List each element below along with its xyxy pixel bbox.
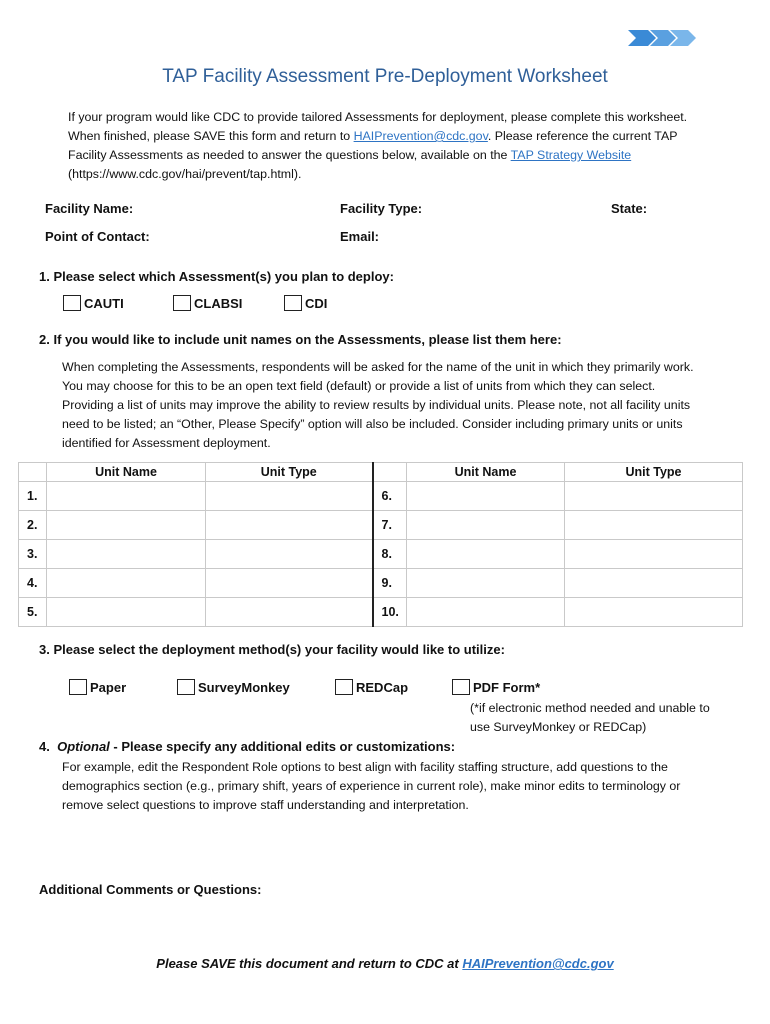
- intro-text-3: (https://www.cdc.gov/hai/prevent/tap.html).: [68, 167, 302, 181]
- row-number: 10.: [373, 598, 407, 627]
- row-number: 8.: [373, 540, 407, 569]
- row-number: 2.: [19, 511, 47, 540]
- intro-paragraph: [68, 108, 708, 184]
- table-header: Unit Type: [565, 463, 743, 482]
- cauti-label: CAUTI: [84, 295, 124, 311]
- row-number: 4.: [19, 569, 47, 598]
- state-label: State:: [611, 201, 648, 216]
- pdf-form-label: PDF Form*: [473, 679, 541, 695]
- email-link[interactable]: HAIPrevention@cdc.gov: [353, 129, 488, 143]
- unit-name-cell[interactable]: [407, 569, 565, 598]
- question-3: 3. Please select the deployment method(s) your facility would like to utilize:: [39, 642, 505, 657]
- row-number: 3.: [19, 540, 47, 569]
- unit-type-cell[interactable]: [565, 482, 743, 511]
- table-header: Unit Name: [407, 463, 565, 482]
- pdf-form-note: (*if electronic method needed and unable to use SurveyMonkey or REDCap): [470, 701, 710, 734]
- unit-type-cell[interactable]: [206, 569, 373, 598]
- cauti-checkbox[interactable]: [63, 295, 81, 311]
- redcap-checkbox[interactable]: [335, 679, 353, 695]
- footer: [0, 956, 770, 971]
- table-header: Unit Name: [47, 463, 206, 482]
- question-4: [39, 739, 455, 754]
- unit-name-cell[interactable]: [47, 540, 206, 569]
- question-4-number: 4.: [39, 739, 50, 754]
- unit-type-cell[interactable]: [206, 511, 373, 540]
- paper-checkbox[interactable]: [69, 679, 87, 695]
- point-of-contact-label: Point of Contact:: [45, 229, 150, 244]
- table-row: [19, 569, 743, 598]
- question-2: 2. If you would like to include unit names on the Assessments, please list them here:: [39, 332, 562, 347]
- cdi-checkbox[interactable]: [284, 295, 302, 311]
- redcap-option[interactable]: [335, 679, 408, 695]
- unit-type-cell[interactable]: [565, 569, 743, 598]
- optional-label: Optional: [57, 739, 110, 754]
- surveymonkey-label: SurveyMonkey: [198, 679, 290, 695]
- table-header-blank: [19, 463, 47, 482]
- unit-name-cell[interactable]: [407, 598, 565, 627]
- unit-type-cell[interactable]: [565, 511, 743, 540]
- facility-name-label: Facility Name:: [45, 201, 134, 216]
- clabsi-checkbox[interactable]: [173, 295, 191, 311]
- paper-label: Paper: [90, 679, 127, 695]
- redcap-label: REDCap: [356, 679, 409, 695]
- facility-type-label: Facility Type:: [340, 201, 423, 216]
- comments-label: Additional Comments or Questions:: [39, 882, 262, 897]
- unit-name-cell[interactable]: [407, 482, 565, 511]
- row-number: 5.: [19, 598, 47, 627]
- unit-name-cell[interactable]: [47, 598, 206, 627]
- unit-name-cell[interactable]: [407, 540, 565, 569]
- cdi-option[interactable]: [284, 295, 327, 311]
- unit-name-cell[interactable]: [407, 511, 565, 540]
- table-row: [19, 511, 743, 540]
- question-4-description: For example, edit the Respondent Role options to best align with facility staffing structure, add questions to the demographics section (e.g., primary shift, years of experience in current role), make minor edits to terminology or remove select questions to improve staff understanding and interpretation.: [62, 760, 681, 812]
- pdf-form-checkbox[interactable]: [452, 679, 470, 695]
- row-number: 7.: [373, 511, 407, 540]
- intro-text-1: If your program would like CDC to provide tailored Assessments for deployment, please complete this worksheet. When finished, please SAVE this form and return to: [68, 110, 688, 143]
- chevron-arrows-icon: [628, 28, 702, 48]
- clabsi-option[interactable]: [173, 295, 242, 311]
- intro-text-2: . Please reference the current TAP Facility Assessments as needed to answer the questions below, available on the: [68, 129, 678, 162]
- table-header-blank: [373, 463, 407, 482]
- row-number: 9.: [373, 569, 407, 598]
- table-header: Unit Type: [206, 463, 373, 482]
- unit-name-cell[interactable]: [47, 569, 206, 598]
- question-2-description: When completing the Assessments, respondents will be asked for the name of the unit in which they primarily work. You may choose for this to be an open text field (default) or provide a list of units from which they can select. Providing a list of units may improve the ability to review results by individual units. Please note, not all facility units need to be listed; an “Other, Please Specify” option will also be included. Consider including primary units or units identified for Assessment deployment.: [62, 360, 694, 450]
- unit-type-cell[interactable]: [565, 598, 743, 627]
- pdf-form-option[interactable]: [452, 679, 540, 695]
- page-title: TAP Facility Assessment Pre-Deployment Worksheet: [162, 66, 608, 87]
- unit-name-cell[interactable]: [47, 511, 206, 540]
- unit-type-cell[interactable]: [206, 598, 373, 627]
- table-row: [19, 598, 743, 627]
- units-table: [18, 462, 743, 627]
- email-label: Email:: [340, 229, 380, 244]
- cdi-label: CDI: [305, 295, 328, 311]
- cauti-option[interactable]: [63, 295, 124, 311]
- surveymonkey-checkbox[interactable]: [177, 679, 195, 695]
- unit-type-cell[interactable]: [565, 540, 743, 569]
- unit-type-cell[interactable]: [206, 482, 373, 511]
- table-row: [19, 540, 743, 569]
- paper-option[interactable]: [69, 679, 126, 695]
- question-1: 1. Please select which Assessment(s) you plan to deploy:: [39, 269, 394, 284]
- footer-text: Please SAVE this document and return to CDC at: [156, 956, 463, 971]
- tap-strategy-link[interactable]: TAP Strategy Website: [510, 148, 632, 162]
- table-row: [19, 482, 743, 511]
- unit-name-cell[interactable]: [47, 482, 206, 511]
- footer-email-link[interactable]: HAIPrevention@cdc.gov: [462, 956, 614, 971]
- clabsi-label: CLABSI: [194, 295, 243, 311]
- question-4-label: - Please specify any additional edits or customizations:: [109, 739, 456, 754]
- surveymonkey-option[interactable]: [177, 679, 290, 695]
- unit-type-cell[interactable]: [206, 540, 373, 569]
- row-number: 1.: [19, 482, 47, 511]
- row-number: 6.: [373, 482, 407, 511]
